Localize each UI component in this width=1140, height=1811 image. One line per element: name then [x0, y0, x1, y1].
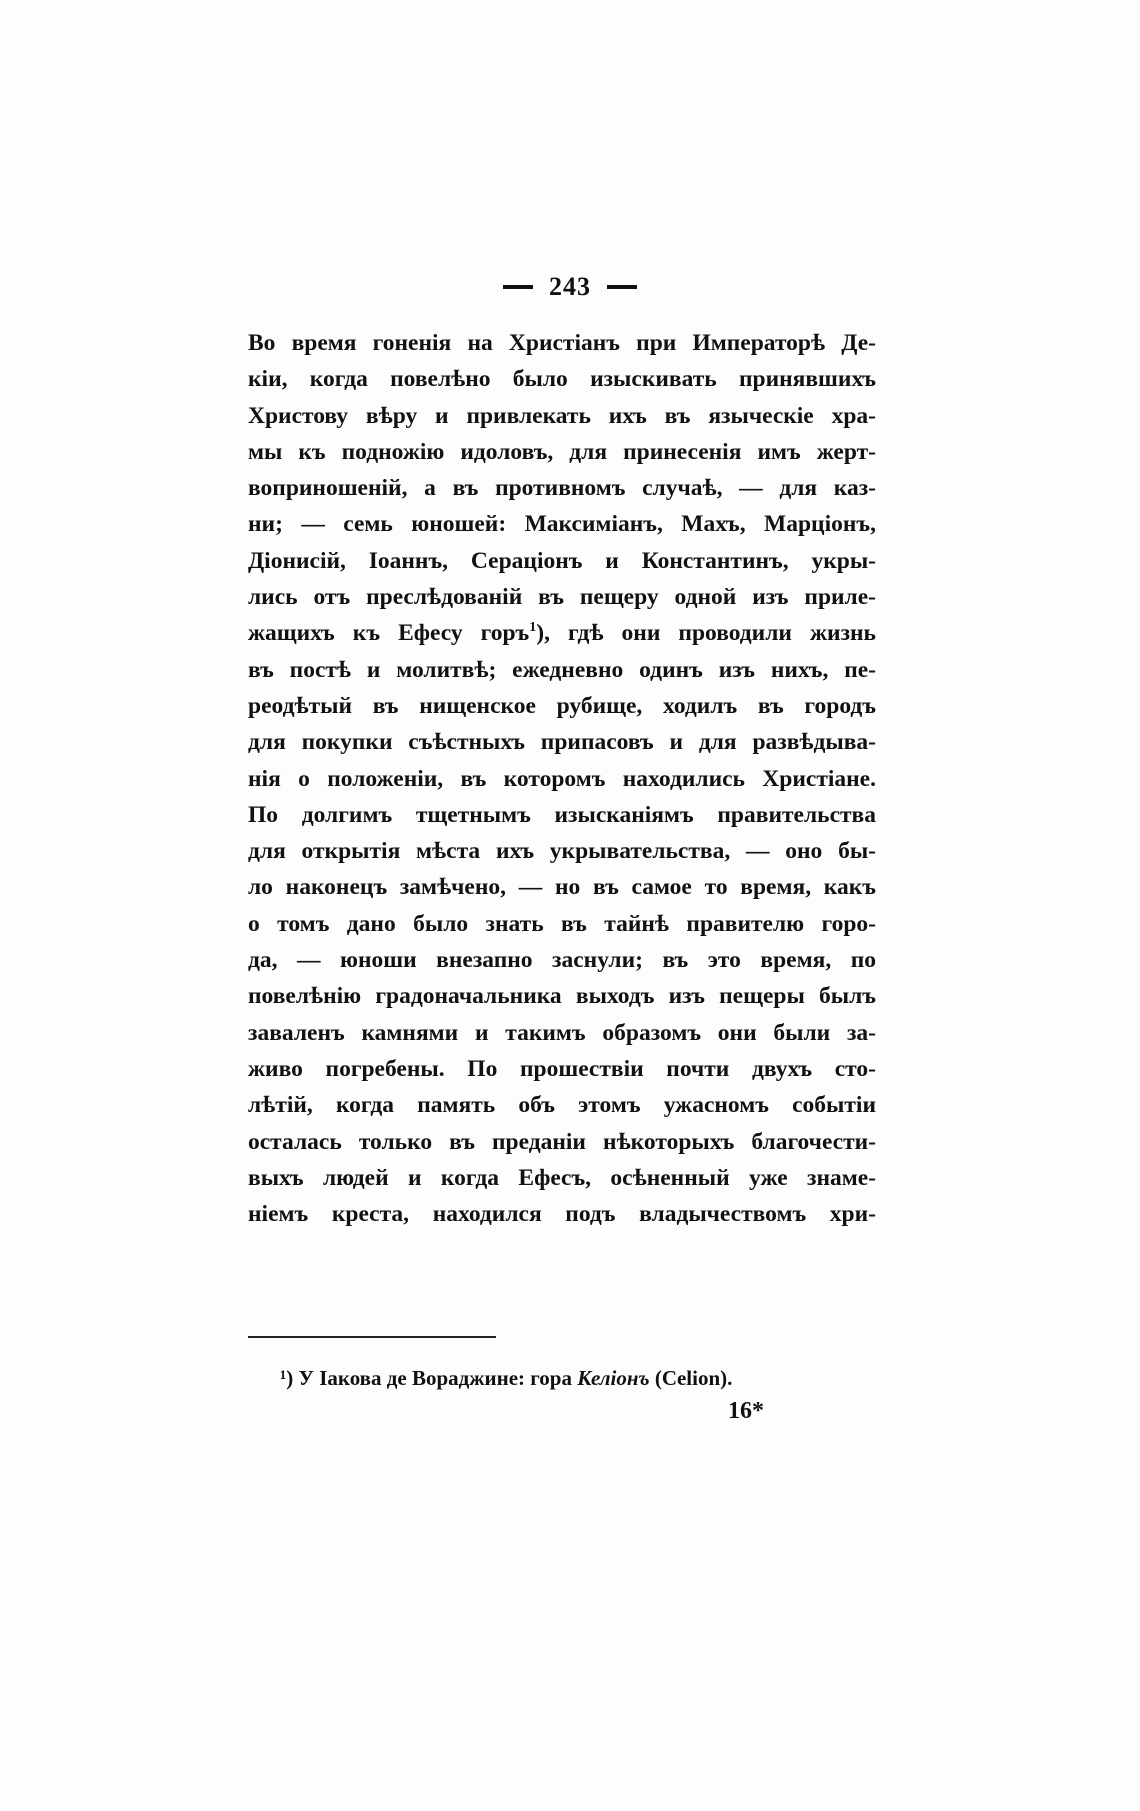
footnote-text: (Celion). — [654, 1366, 733, 1390]
text-segment: ), гдѣ они проводили жизнь — [536, 620, 876, 647]
text-line: заваленъ камнями и такимъ образомъ они были за- — [248, 1019, 876, 1046]
text-line: реодѣтый въ нищенское рубище, ходилъ въ городъ — [248, 692, 876, 719]
text-line: въ постѣ и молитвѣ; ежедневно одинъ изъ нихъ, пе- — [248, 656, 876, 683]
text-line-with-footnote — [248, 615, 876, 651]
text-line: осталась только въ преданіи нѣкоторыхъ благочести- — [248, 1128, 876, 1155]
text-line: лись отъ преслѣдованій въ пещеру одной изъ приле- — [248, 584, 876, 611]
page-header — [0, 272, 1140, 302]
text-line: лѣтій, когда память объ этомъ ужасномъ событіи — [248, 1092, 876, 1119]
text-line: для покупки съѣстныхъ припасовъ и для развѣдыва- — [248, 729, 876, 756]
header-dash-right — [607, 285, 637, 289]
signature-mark: 16* — [728, 1398, 764, 1424]
text-line: Во время гоненія на Христіанъ при Императорѣ Де- — [248, 330, 876, 356]
text-line: кіи, когда повелѣно было изыскивать принявшихъ — [248, 366, 876, 393]
text-line: По долгимъ тщетнымъ изысканіямъ правительства — [248, 801, 876, 828]
text-line: выхъ людей и когда Ефесъ, осѣненный уже знаме- — [248, 1164, 876, 1191]
text-line: для открытія мѣста ихъ укрывательства, — оно бы- — [248, 838, 876, 865]
text-line: нія о положеніи, въ которомъ находились Христіане. — [248, 765, 876, 792]
footnote-marker: 1 — [529, 620, 537, 636]
text-line: Діонисій, Іоаннъ, Сераціонъ и Константинъ, укры- — [248, 547, 876, 574]
header-dash-left — [503, 285, 533, 289]
text-line: ни; — семь юношей: Максиміанъ, Махъ, Марціонъ, — [248, 511, 876, 538]
text-line: да, — юноши внезапно заснули; въ это время, по — [248, 947, 876, 974]
footnote-italic: Келіонъ — [577, 1366, 650, 1390]
page-number: 243 — [549, 272, 591, 301]
text-line: воприношеній, а въ противномъ случаѣ, — для каз- — [248, 475, 876, 502]
text-line: мы къ подножію идоловъ, для принесенія имъ жерт- — [248, 438, 876, 465]
body-text — [248, 325, 876, 1232]
footnote — [280, 1366, 732, 1391]
text-line: ніемъ креста, находился подъ владычествомъ хри- — [248, 1201, 876, 1228]
text-line: ло наконецъ замѣчено, — но въ самое то время, какъ — [248, 874, 876, 901]
text-line: Христову вѣру и привлекать ихъ въ языческіе хра- — [248, 402, 876, 429]
text-line: повелѣнію градоначальника выходъ изъ пещеры былъ — [248, 983, 876, 1010]
footnote-text: У Іакова де Ворaджине: гора — [298, 1366, 572, 1390]
text-line: о томъ дано было знать въ тайнѣ правителю горо- — [248, 910, 876, 937]
text-segment: жащихъ къ Ефесу горъ — [248, 620, 530, 647]
text-line: живо погребены. По прошествіи почти двухъ сто- — [248, 1055, 876, 1082]
footnote-divider — [248, 1336, 496, 1338]
footnote-marker: ¹) — [280, 1366, 294, 1390]
